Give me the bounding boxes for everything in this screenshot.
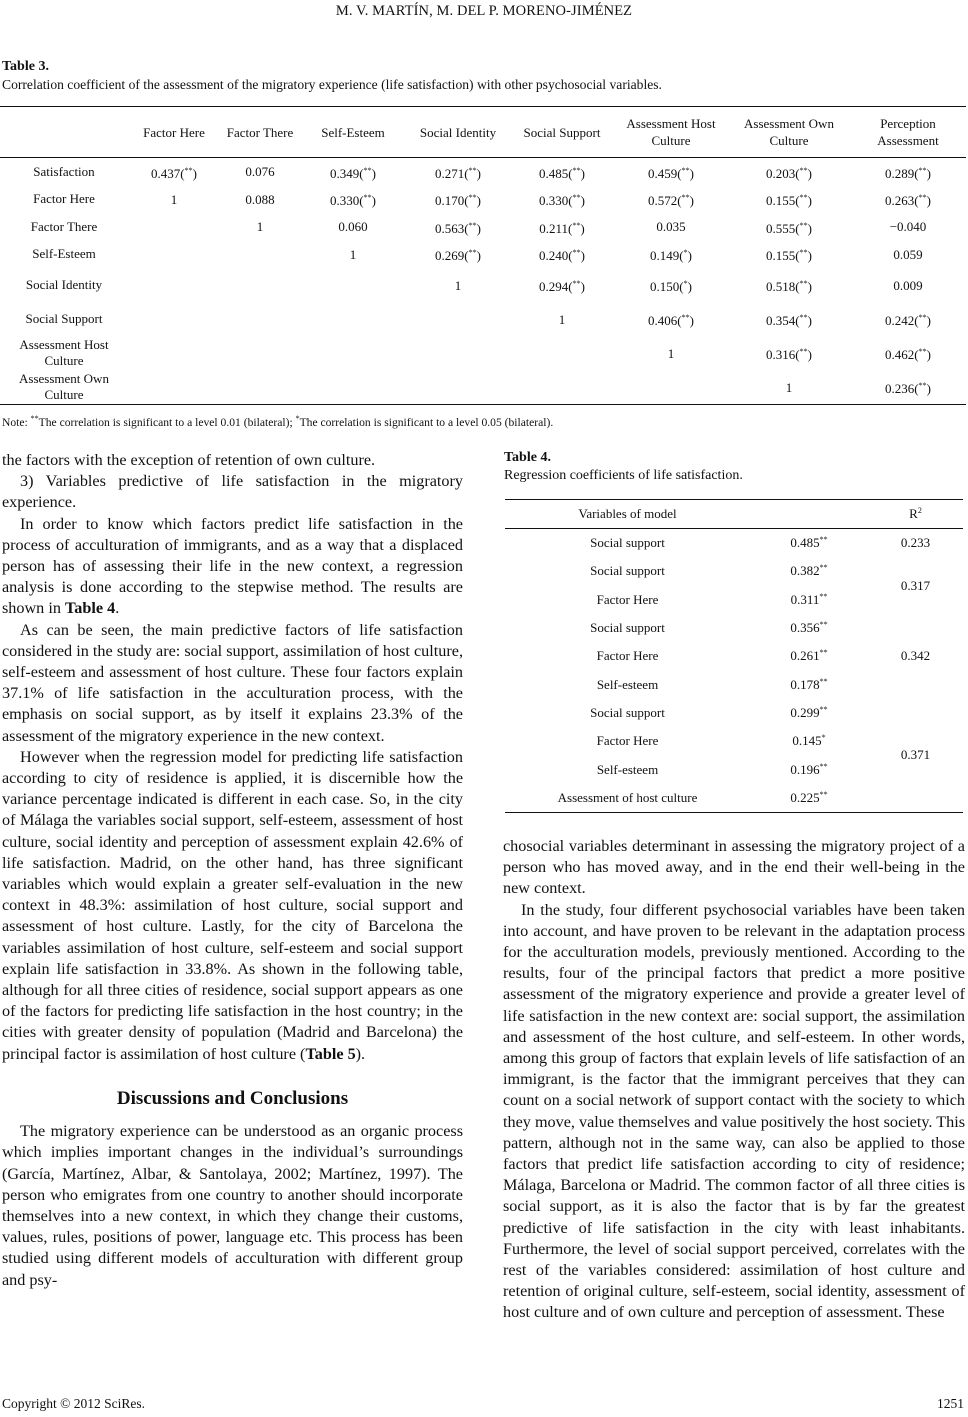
table-cell: 0.462(**) bbox=[885, 347, 931, 362]
table-cell: 1 bbox=[454, 277, 462, 293]
table-cell: 1 bbox=[349, 246, 357, 262]
table-cell: −0.040 bbox=[889, 219, 927, 235]
variable-cell: Factor Here bbox=[596, 733, 659, 749]
paragraph: chosocial variables determinant in assessing the migratory project of a person who has moved away, and in the end their well-being in the new context. bbox=[503, 837, 965, 898]
table-cell: 0.269(**) bbox=[435, 248, 481, 264]
table-cell: 0.088 bbox=[245, 191, 275, 207]
paragraph: The migratory experience can be understood as an organic process which implies important changes in the individual’s surroundings (García, Martínez, Albar, & Santolaya, 2002; Martínez, 1997). The person who emigrates from one country to another should incorporate themselves into a new context, in which they change their customs, values, rules, positions of power, language etc. This process has been studied using different models of acculturation with different group and psy- bbox=[2, 1122, 463, 1289]
table-cell: 0.437(**) bbox=[151, 165, 197, 181]
table-cell: 0.211(**) bbox=[539, 220, 585, 236]
variable-cell: Social support bbox=[590, 704, 665, 720]
table-row bbox=[0, 336, 966, 370]
table-cell: 0.076 bbox=[245, 164, 275, 180]
table-cell: 0.485(**) bbox=[539, 165, 585, 181]
variable-cell: Self-esteem bbox=[596, 761, 659, 777]
regression-table bbox=[505, 499, 963, 813]
row-label: Factor There bbox=[30, 218, 98, 234]
variable-cell: Social support bbox=[590, 620, 665, 636]
table-cell: 0.155(**) bbox=[766, 248, 812, 264]
table-cell: 0.316(**) bbox=[766, 347, 812, 362]
table-row bbox=[0, 213, 966, 241]
table-cell bbox=[220, 241, 300, 269]
coefficient-cell: 0.382** bbox=[790, 563, 828, 579]
table-cell: 0.203(**) bbox=[766, 165, 812, 181]
table-cell bbox=[128, 241, 220, 269]
row-label: Self-Esteem bbox=[32, 246, 96, 262]
coefficient-cell: 0.356** bbox=[790, 620, 828, 636]
coefficient-cell: 0.225** bbox=[750, 784, 868, 813]
table-row bbox=[0, 186, 966, 214]
column-header: Factor There bbox=[226, 124, 294, 140]
column-header: Factor Here bbox=[143, 124, 205, 140]
column-header bbox=[0, 107, 128, 158]
table-cell bbox=[220, 268, 300, 302]
row-label: Factor Here bbox=[33, 191, 95, 207]
coefficient-cell: 0.299** bbox=[790, 704, 828, 720]
table-cell bbox=[510, 336, 614, 370]
table-cell: 0.330(**) bbox=[330, 193, 376, 209]
table4-reference-link[interactable]: Table 4 bbox=[64, 599, 116, 618]
table-cell bbox=[614, 370, 728, 405]
table-row bbox=[505, 529, 963, 558]
coefficient-cell: 0.261** bbox=[790, 648, 828, 664]
table-row bbox=[0, 302, 966, 336]
table-cell: 0.518(**) bbox=[766, 279, 812, 294]
table4-caption: Regression coefficients of life satisfaction. bbox=[504, 468, 743, 483]
table-cell bbox=[220, 370, 300, 405]
table-cell: 0.330(**) bbox=[539, 193, 585, 209]
table3-header-row bbox=[0, 107, 966, 158]
header-coefficient bbox=[750, 500, 868, 529]
table-cell: 0.271(**) bbox=[435, 165, 481, 181]
table-cell: 0.294(**) bbox=[539, 279, 585, 294]
table-cell: 1 bbox=[667, 345, 675, 361]
table-cell: 0.240(**) bbox=[539, 248, 585, 264]
table5-reference-link[interactable]: Table 5 bbox=[305, 1044, 356, 1063]
table-cell bbox=[128, 370, 220, 405]
table3-caption: Correlation coefficient of the assessment of the migratory experience (life satisfaction) with other psychosocial variables. bbox=[2, 77, 662, 92]
table-cell: 0.009 bbox=[893, 277, 923, 293]
r2-cell: 0.342 bbox=[900, 648, 931, 664]
table-cell: 0.060 bbox=[338, 219, 368, 235]
r2-cell: 0.371 bbox=[868, 699, 963, 813]
paragraph-subheading: 3) Variables predictive of life satisfaction in the migratory experience. bbox=[2, 472, 463, 512]
table-cell: 0.242(**) bbox=[885, 313, 931, 328]
table-cell: 0.035 bbox=[656, 219, 686, 235]
table3-label: Table 3. bbox=[2, 59, 49, 74]
page-number: 1251 bbox=[937, 1396, 964, 1411]
paragraph: In order to know which factors predict life satisfaction in the process of acculturation of immigrants, and as a way that a displaced person has of assessing their life in the new context, a regression analysis is done according to the stepwise method. The results are shown in Table 4. bbox=[2, 514, 463, 618]
table-cell bbox=[220, 302, 300, 336]
coefficient-cell: 0.196** bbox=[790, 761, 828, 777]
row-label: Social Identity bbox=[25, 277, 103, 292]
row-label: Social Support bbox=[25, 311, 103, 326]
column-header: Self-Esteem bbox=[321, 124, 385, 140]
paragraph: However when the regression model for predicting life satisfaction according to city of residence is applied, it is discernible how the variance percentage indicated is different in each case. So, in the city of Málaga the variables social support, self-esteem, assessment of host culture, social identity and perception of assessment explain 42.6% of life satisfaction. Madrid, on the other hand, has three significant variables which would explain a greater self-evaluation in the new context in 48.3%: assimilation of host culture, social support and assessment of host culture. Lastly, for the city of Barcelona the variables assimilation of host culture, self-esteem and social support explain life satisfaction in 33.8%. As shown in the following table, although for all three cities of residence, social support appears as one of the factors for predicting life satisfaction in the host country; in the cities with greater density of population (Madrid and Barcelona) the principal factor is assimilation of host culture (Table 5). bbox=[2, 747, 463, 1063]
right-column bbox=[503, 836, 965, 1324]
variable-cell: Factor Here bbox=[596, 648, 659, 664]
row-label: Assessment Own Culture bbox=[19, 371, 109, 402]
table-row bbox=[505, 699, 963, 727]
table-cell bbox=[300, 302, 406, 336]
table-cell: 0.459(**) bbox=[648, 165, 694, 181]
variable-cell: Assessment of host culture bbox=[505, 784, 750, 813]
table-cell: 0.236(**) bbox=[885, 381, 931, 396]
coefficient-cell: 0.311** bbox=[790, 591, 828, 607]
table-row bbox=[505, 614, 963, 642]
table-cell: 0.155(**) bbox=[766, 193, 812, 209]
left-column bbox=[2, 450, 463, 1291]
table-cell bbox=[406, 370, 510, 405]
table-cell: 1 bbox=[170, 191, 178, 207]
table-cell: 0.289(**) bbox=[885, 165, 931, 181]
coefficient-cell: 0.485** bbox=[790, 535, 828, 551]
header-variables: Variables of model bbox=[578, 506, 677, 521]
table-cell bbox=[406, 336, 510, 370]
variable-cell: Factor Here bbox=[596, 591, 659, 607]
coefficient-cell: 0.145* bbox=[792, 733, 826, 749]
paragraph: As can be seen, the main predictive factors of life satisfaction considered in the study are: social support, assimilation of host culture, self-esteem and assessment of host culture. These four factors explain 37.1% of life satisfaction in the acculturation process, with the emphasis on social support, as by itself it explains 23.3% of the assessment of the migratory experience in the new context. bbox=[2, 620, 463, 745]
table-cell bbox=[300, 336, 406, 370]
table-cell bbox=[510, 370, 614, 405]
table-row bbox=[0, 241, 966, 269]
table-row bbox=[0, 158, 966, 186]
table-cell: 0.150(*) bbox=[650, 279, 692, 294]
table-cell bbox=[220, 336, 300, 370]
copyright: Copyright © 2012 SciRes. bbox=[2, 1396, 146, 1411]
table4-header-row bbox=[505, 500, 963, 529]
column-header: Social Support bbox=[523, 124, 601, 140]
table3-note: Note: **The correlation is significant to a level 0.01 (bilateral); *The correlation is significant to a level 0.05 (bilateral). bbox=[2, 414, 554, 429]
variable-cell: Social support bbox=[590, 563, 665, 579]
column-header: Perception Assessment bbox=[877, 116, 939, 148]
header-r2: $R^2$ bbox=[909, 506, 922, 521]
table-cell: 0.354(**) bbox=[766, 313, 812, 328]
table-cell bbox=[300, 370, 406, 405]
paragraph: In the study, four different psychosocial variables have been taken into account, and have proven to be relevant in the adaptation process for the acculturation models, previously mentioned. According to the results, four of the principal factors that predict a more positive assessment of the migratory experience and provide a greater level of life satisfaction in the new context are: social support, the assimilation and assessment of the host culture, and self-esteem. In other words, among this group of factors that explain levels of life satisfaction of an immigrant, is the factor that the immigrant perceives that they can count on a social network of support contact with the society to which they move, value themselves and value positively the host society. This pattern, although not in the same way, can also be applied to those factors that predict life satisfaction according to city of residence; Málaga, Barcelona or Madrid. The common factor of all three cities is social support, as it is also the factor that is by far the greatest predictive of life satisfaction in the city with least inhabitants. Furthermore, the level of social support perceived, correlates with the rest of the variables considered: assimilation of host culture and retention of original culture, self-esteem, social identity, assessment of host culture and of own culture and perception of assessment. These bbox=[503, 900, 965, 1322]
row-label: Assessment Host Culture bbox=[19, 337, 109, 368]
table-cell: 0.263(**) bbox=[885, 193, 931, 209]
table-cell bbox=[128, 213, 220, 241]
column-header: Social Identity bbox=[419, 124, 497, 140]
table-cell: 0.406(**) bbox=[648, 313, 694, 328]
table-cell: 1 bbox=[256, 219, 264, 235]
variable-cell: Self-esteem bbox=[596, 676, 659, 692]
table-cell bbox=[300, 268, 406, 302]
table-cell bbox=[406, 302, 510, 336]
table4-label: Table 4. bbox=[504, 450, 551, 465]
row-label: Satisfaction bbox=[33, 163, 95, 179]
table-cell: 1 bbox=[558, 311, 566, 327]
table-cell: 0.572(**) bbox=[648, 193, 694, 209]
section-heading: Discussions and Conclusions bbox=[116, 1087, 349, 1109]
table-row bbox=[505, 557, 963, 585]
table-cell: 0.059 bbox=[893, 246, 923, 262]
table-cell bbox=[128, 336, 220, 370]
running-head: M. V. MARTÍN, M. DEL P. MORENO-JIMÉNEZ bbox=[335, 3, 633, 19]
table-cell bbox=[128, 268, 220, 302]
table-cell: 0.349(**) bbox=[330, 165, 376, 181]
column-header: Assessment Host Culture bbox=[626, 116, 716, 148]
table-cell: 0.555(**) bbox=[766, 220, 812, 236]
table-row bbox=[0, 370, 966, 405]
table-cell bbox=[128, 302, 220, 336]
table-cell: 1 bbox=[785, 379, 793, 395]
correlation-table bbox=[0, 106, 966, 405]
table-cell: 0.170(**) bbox=[435, 193, 481, 209]
variable-cell: Social support bbox=[590, 535, 665, 551]
table-cell: 0.149(*) bbox=[650, 248, 692, 264]
table-cell: 0.563(**) bbox=[435, 220, 481, 236]
r2-cell: 0.233 bbox=[900, 535, 931, 551]
paragraph: the factors with the exception of retention of own culture. bbox=[2, 451, 376, 469]
r2-cell: 0.317 bbox=[900, 577, 931, 593]
column-header: Assessment Own Culture bbox=[744, 116, 834, 148]
coefficient-cell: 0.178** bbox=[790, 676, 828, 692]
table-row bbox=[0, 268, 966, 302]
